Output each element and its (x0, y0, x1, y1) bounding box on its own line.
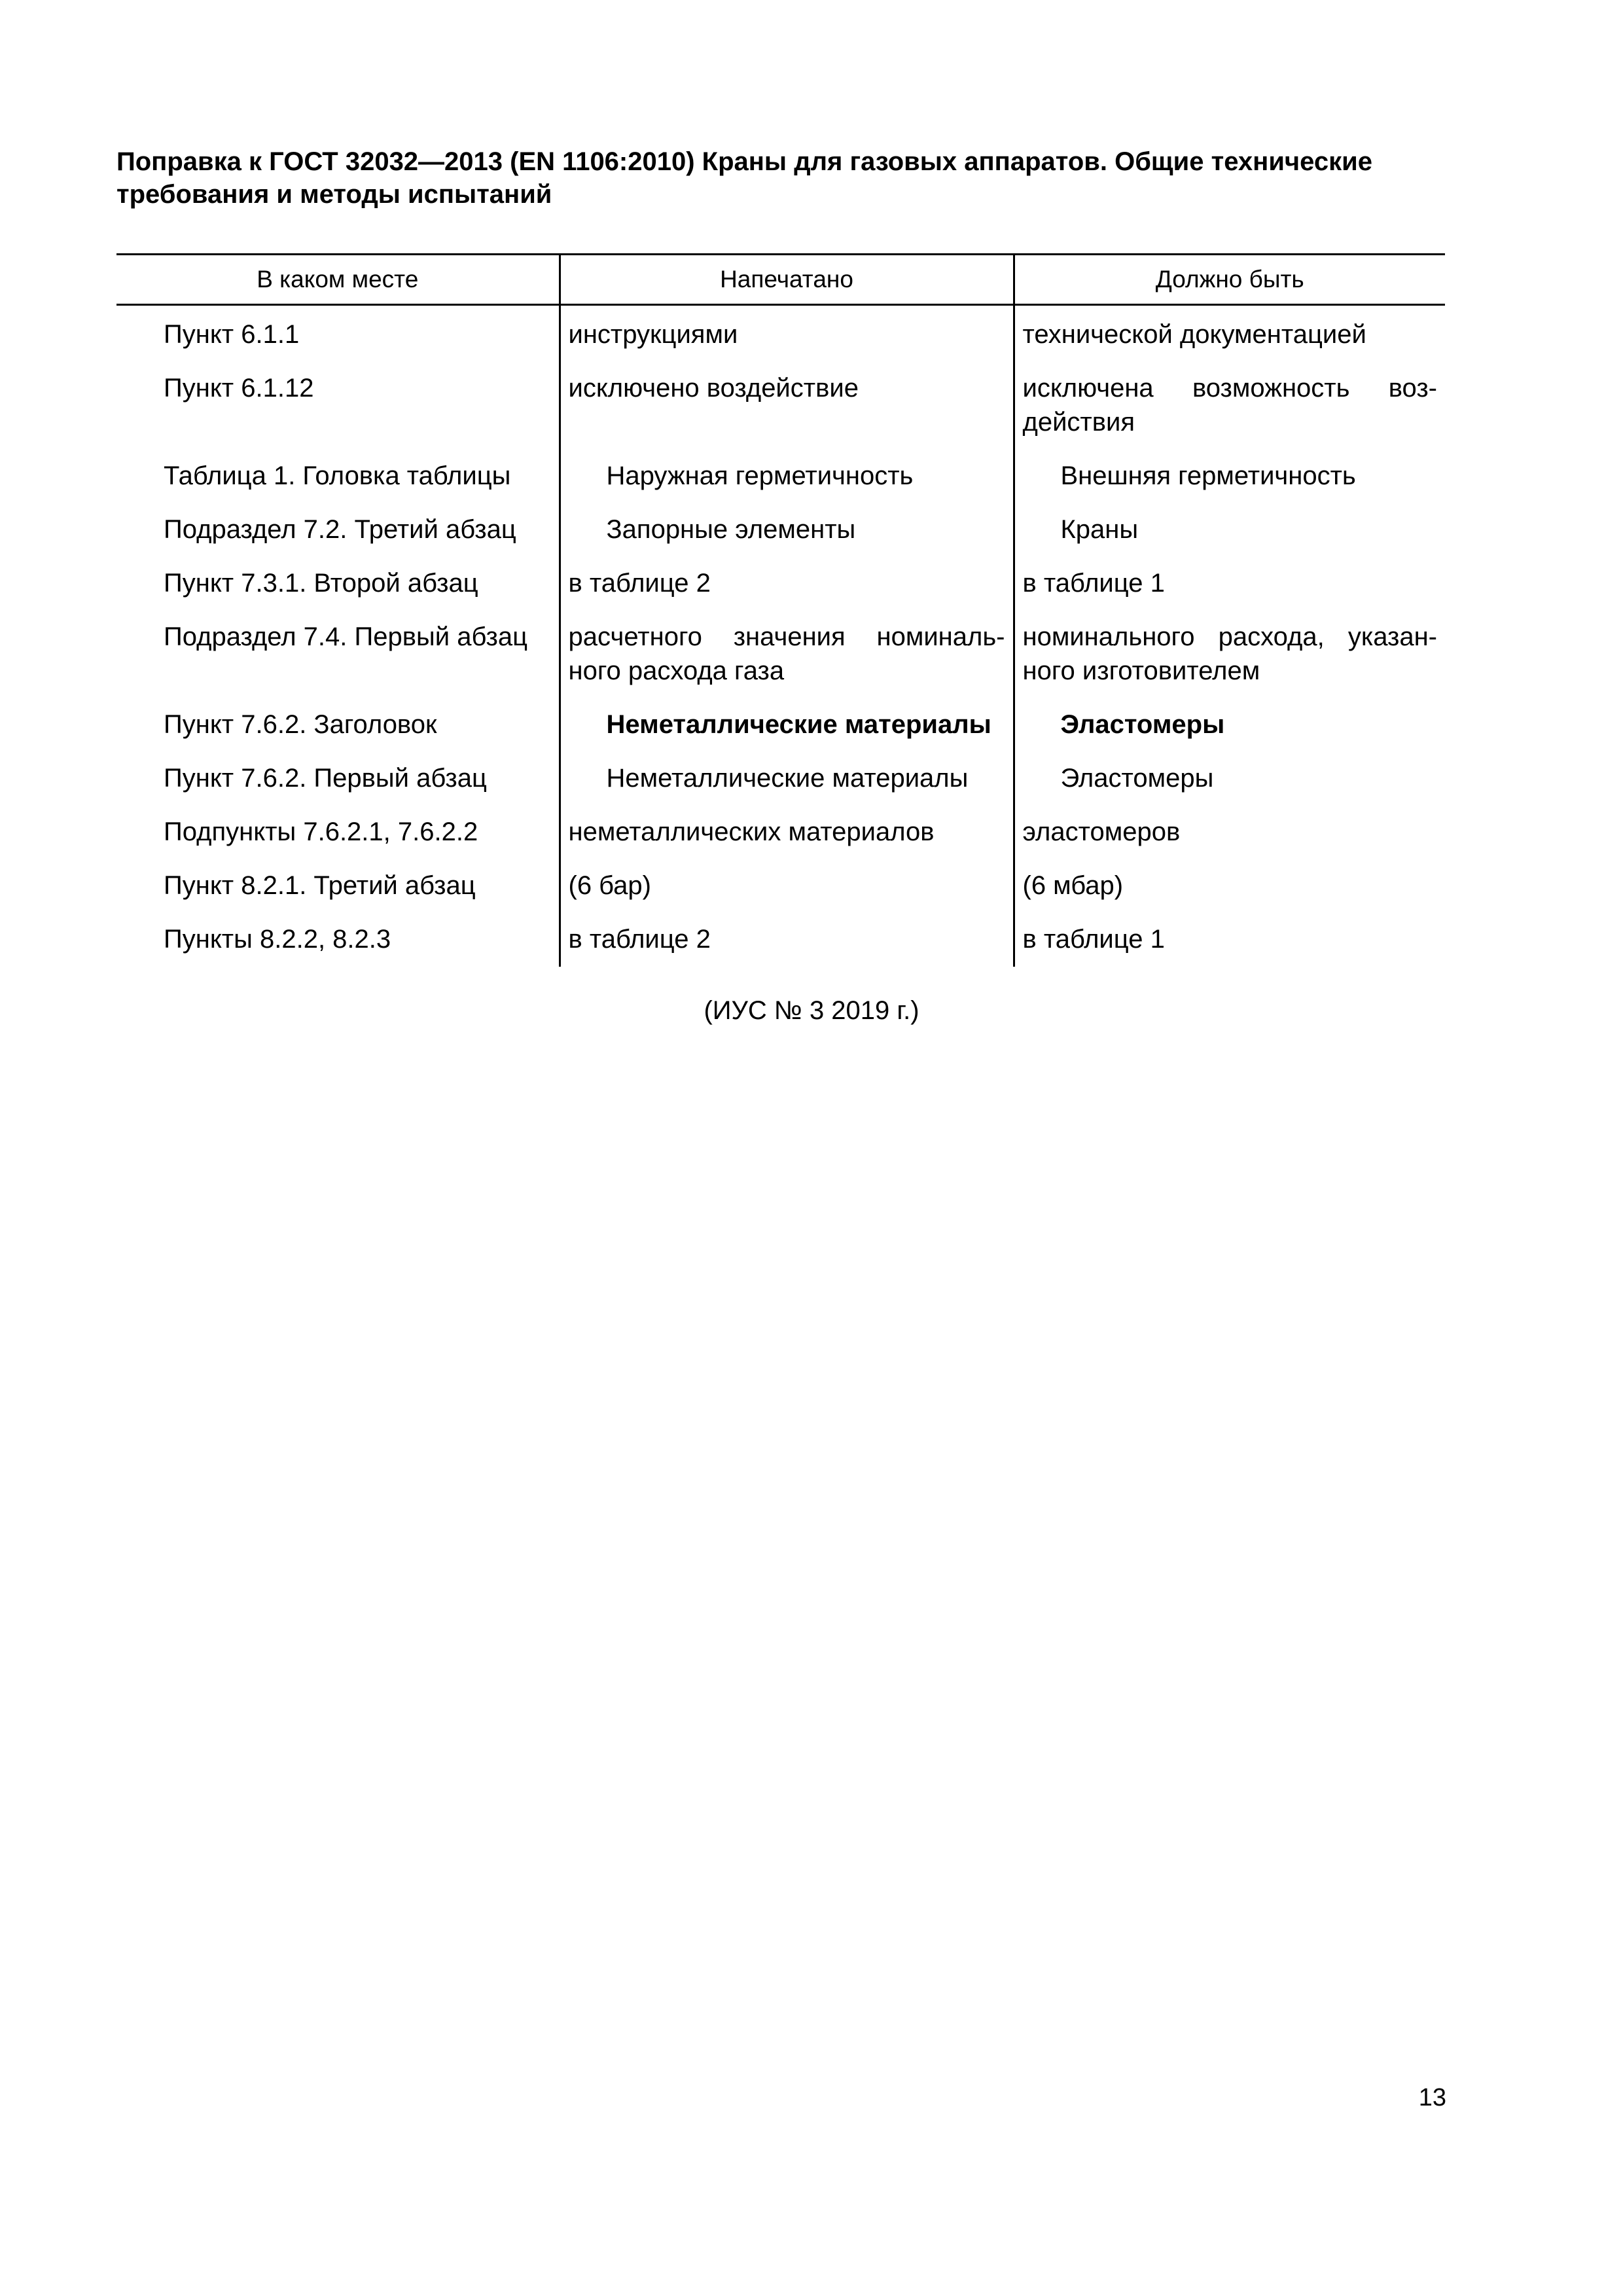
cell-printed: исключено воздействие (560, 359, 1014, 447)
cell-should-be: (6 мбар) (1014, 857, 1445, 910)
cell-should-be: Краны (1014, 501, 1445, 554)
source-footnote: (ИУС № 3 2019 г.) (704, 996, 919, 1025)
header-printed: Напечатано (560, 255, 1014, 305)
cell-should-be: Внешняя герметичность (1014, 447, 1445, 501)
cell-where: Пункт 7.6.2. Первый абзац (164, 764, 487, 793)
cell-printed: (6 бар) (560, 857, 1014, 910)
cell-printed: в таблице 2 (560, 554, 1014, 608)
cell-should-be: эластомеров (1014, 803, 1445, 857)
table-body (116, 305, 1445, 967)
cell-printed: инструкциями (560, 305, 1014, 360)
cell-where: Пункт 6.1.12 (164, 374, 314, 403)
table-row (116, 696, 1445, 749)
table-row (116, 803, 1445, 857)
cell-printed: Запорные элементы (560, 501, 1014, 554)
page-title: Поправка к ГОСТ 32032—2013 (EN 1106:2010) Краны для газовых аппаратов. Общие технические требования и методы испытаний (116, 147, 1372, 209)
cell-printed: Наружная герметичность (560, 447, 1014, 501)
cell-printed: в таблице 2 (560, 910, 1014, 967)
cell-should-be: Эластомеры (1014, 696, 1445, 749)
cell-where: Подраздел 7.4. Первый абзац (164, 622, 527, 651)
cell-should-be: Эластомеры (1014, 749, 1445, 803)
cell-where: Подпункты 7.6.2.1, 7.6.2.2 (164, 817, 478, 846)
table-header-row (116, 255, 1445, 305)
cell-should-be: в таблице 1 (1014, 554, 1445, 608)
cell-printed: Неметаллические материалы (560, 696, 1014, 749)
cell-should-be: в таблице 1 (1014, 910, 1445, 967)
table-row (116, 501, 1445, 554)
table-row (116, 910, 1445, 967)
corrections-table (116, 253, 1445, 967)
cell-where: Подраздел 7.2. Третий абзац (164, 515, 516, 544)
cell-where: Пункт 8.2.1. Третий абзац (164, 871, 476, 900)
table-row (116, 359, 1445, 447)
cell-where: Пункт 7.6.2. Заголовок (164, 710, 437, 739)
table-row (116, 857, 1445, 910)
cell-where: Пункт 6.1.1 (164, 320, 300, 349)
cell-where: Пункты 8.2.2, 8.2.3 (164, 925, 391, 954)
table-row (116, 447, 1445, 501)
page-number: 13 (1418, 2084, 1446, 2111)
table-row (116, 554, 1445, 608)
header-where: В каком месте (116, 255, 560, 305)
table-row (116, 749, 1445, 803)
cell-should-be: технической документацией (1014, 305, 1445, 360)
cell-printed: Неметаллические материалы (560, 749, 1014, 803)
cell-where: Пункт 7.3.1. Второй абзац (164, 569, 478, 598)
table-header (116, 255, 1445, 305)
cell-where: Таблица 1. Головка таблицы (164, 461, 511, 490)
cell-should-be: номинального расхода, указан-ного изготовителем (1014, 608, 1445, 696)
cell-printed: неметаллических материалов (560, 803, 1014, 857)
cell-printed: расчетного значения номиналь-ного расхода газа (560, 608, 1014, 696)
header-should-be: Должно быть (1014, 255, 1445, 305)
table-row (116, 608, 1445, 696)
table-row (116, 305, 1445, 360)
cell-should-be: исключена возможность воз-действия (1014, 359, 1445, 447)
